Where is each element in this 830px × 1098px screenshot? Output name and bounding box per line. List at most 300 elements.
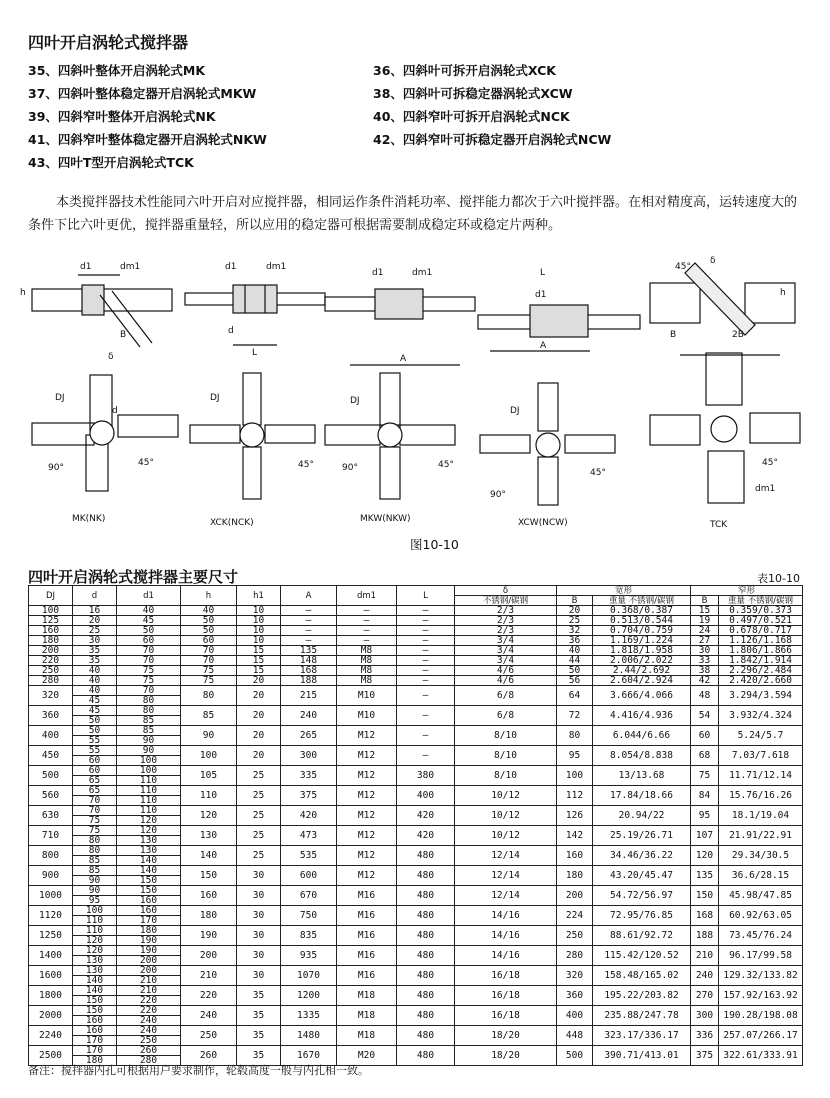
xcw-plan-view — [480, 383, 615, 505]
table-subcell: 250 — [117, 1035, 180, 1045]
table-cell — [117, 886, 181, 906]
table-cell — [73, 906, 117, 926]
table-cell: M18 — [337, 1006, 397, 1026]
table-cell: – — [397, 746, 455, 766]
table-row — [29, 1006, 803, 1026]
table-cell: 224 — [557, 906, 593, 926]
intro-paragraph: 本类搅拌器技术性能同六叶开启对应搅拌器，相同运作条件消耗功率、搅拌能力都次于六叶搅拌器。在相对精度高，运转速度大的条件下比六叶更优，搅拌器重量轻，所以应用的稳定器可根据需要制成稳定环或稳定片两种。 — [28, 195, 798, 233]
table-cell: 168 — [691, 906, 719, 926]
table-cell: 10 — [237, 636, 281, 646]
table-cell: 80 — [181, 686, 237, 706]
table-cell: 20 — [237, 686, 281, 706]
table-cell — [117, 806, 181, 826]
table-cell: 480 — [397, 886, 455, 906]
table-cell: 11.71/12.14 — [719, 766, 803, 786]
table-cell: 95 — [557, 746, 593, 766]
table-cell: 188 — [691, 926, 719, 946]
table-cell: M12 — [337, 786, 397, 806]
table-cell — [117, 686, 181, 706]
table-cell: 129.32/133.82 — [719, 966, 803, 986]
table-cell — [117, 786, 181, 806]
label-d1-4: d1 — [535, 290, 547, 300]
table-subcell: 160 — [85, 1025, 104, 1036]
table-cell: 126 — [557, 806, 593, 826]
table-cell: 1000 — [29, 886, 73, 906]
table-row — [29, 966, 803, 986]
table-cell: 75 — [181, 676, 237, 686]
label-delta-5: δ — [710, 256, 716, 266]
table-cell: 1670 — [281, 1046, 337, 1066]
table-cell: – — [397, 656, 455, 666]
label-90-1: 90° — [48, 463, 64, 473]
table-cell: 15 — [691, 606, 719, 616]
table-cell: M16 — [337, 926, 397, 946]
table-cell: 3.294/3.594 — [719, 686, 803, 706]
table-subcell: 150 — [73, 995, 116, 1005]
table-cell: 480 — [397, 966, 455, 986]
table-cell: 257.07/266.17 — [719, 1026, 803, 1046]
table-cell: M12 — [337, 826, 397, 846]
big-rows — [29, 686, 803, 1066]
table-cell: 180 — [29, 636, 73, 646]
table-cell: 30 — [237, 906, 281, 926]
table-cell: 38 — [691, 666, 719, 676]
table-cell: 19 — [691, 616, 719, 626]
tck-plan-view — [650, 353, 800, 503]
table-cell: M20 — [337, 1046, 397, 1066]
table-row — [29, 946, 803, 966]
table-cell: 200 — [557, 886, 593, 906]
table-cell: 60 — [691, 726, 719, 746]
table-cell: 473 — [281, 826, 337, 846]
table-cell: 95 — [691, 806, 719, 826]
table-cell: M18 — [337, 1026, 397, 1046]
table-cell: 180 — [181, 906, 237, 926]
label-d-2: d — [228, 326, 234, 336]
table-cell — [73, 706, 117, 726]
label-dm1-2: dm1 — [266, 262, 287, 272]
col-b-narrow: B — [691, 596, 719, 606]
table-cell: 200 — [29, 646, 73, 656]
table-subcell: 170 — [85, 1045, 104, 1056]
small-rows — [29, 606, 803, 686]
table-cell: 1250 — [29, 926, 73, 946]
table-cell — [73, 886, 117, 906]
table-cell: 120 — [691, 846, 719, 866]
table-cell: 2.006/2.022 — [593, 656, 691, 666]
table-cell: 112 — [557, 786, 593, 806]
model-row — [28, 150, 808, 173]
table-cell: – — [397, 616, 455, 626]
table-cell — [73, 986, 117, 1006]
table-cell: 72 — [557, 706, 593, 726]
table-cell: 148 — [281, 656, 337, 666]
fig-name-mkw: MKW(NKW) — [360, 514, 411, 524]
model-item: 37、四斜叶整体稳定器开启涡轮式MKW — [28, 85, 257, 101]
table-cell: 10 — [237, 606, 281, 616]
table-cell: 8/10 — [455, 746, 557, 766]
table-cell: M18 — [337, 986, 397, 1006]
label-dj-1: DJ — [55, 393, 65, 403]
table-subcell: 75 — [73, 815, 116, 825]
label-l-2: L — [252, 348, 258, 358]
table-subcell: 150 — [139, 885, 158, 896]
table-title: 四叶开启涡轮式搅拌器主要尺寸 — [28, 568, 239, 586]
table-cell: 5.24/5.7 — [719, 726, 803, 746]
table-cell: M10 — [337, 686, 397, 706]
table-cell: 30 — [237, 966, 281, 986]
table-cell: 70 — [117, 646, 181, 656]
table-cell: 240 — [281, 706, 337, 726]
table-cell: 448 — [557, 1026, 593, 1046]
table-cell: 15.76/16.26 — [719, 786, 803, 806]
table-cell — [73, 806, 117, 826]
table-row — [29, 806, 803, 826]
table-subcell: 90 — [73, 875, 116, 885]
table-cell — [117, 906, 181, 926]
table-subcell: 55 — [88, 745, 101, 756]
table-row — [29, 606, 803, 616]
table-cell: 30 — [237, 946, 281, 966]
figure-caption: 图10-10 — [410, 537, 459, 552]
table-cell: 35 — [73, 656, 117, 666]
table-cell — [73, 966, 117, 986]
table-subcell: 260 — [139, 1045, 158, 1056]
table-cell: 36 — [557, 636, 593, 646]
table-row — [29, 766, 803, 786]
model-row — [28, 58, 808, 81]
table-subcell: 85 — [117, 715, 180, 725]
col-weight-wide: 重量 不锈钢/碳钢 — [593, 596, 691, 606]
table-subcell: 100 — [139, 765, 158, 776]
table-cell: 0.704/0.759 — [593, 626, 691, 636]
table-subcell: 190 — [117, 935, 180, 945]
table-cell: – — [337, 616, 397, 626]
table-cell: M8 — [337, 666, 397, 676]
table-cell: 115.42/120.52 — [593, 946, 691, 966]
table-cell: 1.806/1.866 — [719, 646, 803, 656]
table-cell: 50 — [117, 626, 181, 636]
table-cell: 4/6 — [455, 676, 557, 686]
table-subcell: 240 — [139, 1025, 158, 1036]
table-cell — [73, 826, 117, 846]
table-cell: 15 — [237, 666, 281, 676]
table-cell: 30 — [237, 866, 281, 886]
table-cell: 29.34/30.5 — [719, 846, 803, 866]
table-cell — [73, 1006, 117, 1026]
table-cell: 30 — [691, 646, 719, 656]
table-row — [29, 1026, 803, 1046]
table-row — [29, 626, 803, 636]
table-subcell: 120 — [117, 815, 180, 825]
table-cell: 60.92/63.05 — [719, 906, 803, 926]
table-row — [29, 706, 803, 726]
table-cell: 8.054/8.838 — [593, 746, 691, 766]
table-subcell: 200 — [117, 955, 180, 965]
table-cell: 375 — [281, 786, 337, 806]
table-cell: 72.95/76.85 — [593, 906, 691, 926]
col-dm1: dm1 — [337, 586, 397, 606]
table-cell: 20 — [73, 616, 117, 626]
table-cell: 25 — [557, 616, 593, 626]
table-cell: 336 — [691, 1026, 719, 1046]
table-cell: 188 — [281, 676, 337, 686]
model-row — [28, 127, 808, 150]
table-cell — [117, 826, 181, 846]
table-subcell: 140 — [73, 975, 116, 985]
table-cell: 670 — [281, 886, 337, 906]
table-cell: 36.6/28.15 — [719, 866, 803, 886]
table-cell: 1.842/1.914 — [719, 656, 803, 666]
table-cell: 270 — [691, 986, 719, 1006]
label-45-2: 45° — [298, 460, 314, 470]
table-cell — [117, 946, 181, 966]
label-45-5b: 45° — [762, 458, 778, 468]
table-subcell: 130 — [85, 965, 104, 976]
table-cell: 75 — [117, 666, 181, 676]
table-cell: – — [397, 646, 455, 656]
table-cell: 50 — [557, 666, 593, 676]
table-cell: 6/8 — [455, 706, 557, 726]
table-cell: 158.48/165.02 — [593, 966, 691, 986]
col-narrow: 窄形 — [691, 586, 803, 596]
table-cell: 360 — [557, 986, 593, 1006]
table-cell: 1800 — [29, 986, 73, 1006]
table-subcell: 75 — [88, 825, 101, 836]
table-row — [29, 656, 803, 666]
table-subcell: 110 — [139, 805, 158, 816]
table-cell: 40 — [117, 606, 181, 616]
table-cell: 10 — [237, 626, 281, 636]
table-cell — [73, 946, 117, 966]
table-cell: M12 — [337, 806, 397, 826]
table-cell: 3/4 — [455, 656, 557, 666]
table-cell: 43.20/45.47 — [593, 866, 691, 886]
label-l-4: L — [540, 268, 546, 278]
table-cell: 27 — [691, 636, 719, 646]
table-cell: 8/10 — [455, 766, 557, 786]
table-cell — [73, 786, 117, 806]
table-cell: 535 — [281, 846, 337, 866]
table-cell: 420 — [397, 806, 455, 826]
table-cell: 60 — [181, 636, 237, 646]
table-subcell: 65 — [88, 785, 101, 796]
table-cell — [117, 1006, 181, 1026]
table-cell: 16 — [73, 606, 117, 616]
table-cell: 45 — [117, 616, 181, 626]
table-cell: 480 — [397, 906, 455, 926]
table-cell: 400 — [29, 726, 73, 746]
table-subcell: 210 — [139, 985, 158, 996]
table-cell: 157.92/163.92 — [719, 986, 803, 1006]
model-item: 41、四斜窄叶整体稳定器开启涡轮式NKW — [28, 131, 267, 147]
table-cell: 45.98/47.85 — [719, 886, 803, 906]
table-cell: 1480 — [281, 1026, 337, 1046]
table-cell: 7.03/7.618 — [719, 746, 803, 766]
xcw-side-view — [478, 305, 640, 351]
table-cell: 480 — [397, 1026, 455, 1046]
table-row — [29, 646, 803, 656]
label-d1-3: d1 — [372, 268, 384, 278]
table-subcell: 240 — [117, 1015, 180, 1025]
table-cell: 1600 — [29, 966, 73, 986]
table-cell: M12 — [337, 866, 397, 886]
table-cell: 900 — [29, 866, 73, 886]
table-cell: M8 — [337, 656, 397, 666]
table-cell: 16/18 — [455, 986, 557, 1006]
table-row — [29, 906, 803, 926]
model-item: 35、四斜叶整体开启涡轮式MK — [28, 62, 206, 78]
table-cell: 160 — [29, 626, 73, 636]
table-subcell: 70 — [73, 795, 116, 805]
table-cell: 2.420/2.660 — [719, 676, 803, 686]
table-cell: 0.497/0.521 — [719, 616, 803, 626]
table-cell: 25.19/26.71 — [593, 826, 691, 846]
page-title: 四叶开启涡轮式搅拌器 — [28, 33, 189, 52]
col-weight-narrow: 重量 不锈钢/碳钢 — [719, 596, 803, 606]
label-b-5: B — [670, 330, 677, 340]
model-item: 38、四斜叶可拆稳定器涡轮式XCW — [373, 85, 573, 101]
table-subcell: 55 — [73, 735, 116, 745]
table-cell: 35 — [237, 1046, 281, 1066]
table-cell: 56 — [557, 676, 593, 686]
table-cell: 48 — [691, 686, 719, 706]
table-cell: 75 — [117, 676, 181, 686]
table-cell: 40 — [181, 606, 237, 616]
table-cell: 480 — [397, 846, 455, 866]
table-cell: 180 — [557, 866, 593, 886]
col-a: A — [281, 586, 337, 606]
table-cell: 140 — [181, 846, 237, 866]
table-cell: 25 — [237, 826, 281, 846]
table-cell: 800 — [29, 846, 73, 866]
table-cell: 30 — [237, 926, 281, 946]
label-90-4: 90° — [490, 490, 506, 500]
table-cell: 400 — [397, 786, 455, 806]
col-h1: h1 — [237, 586, 281, 606]
table-cell: 220 — [181, 986, 237, 1006]
table-cell: 25 — [237, 806, 281, 826]
table-cell: 1120 — [29, 906, 73, 926]
fig-name-tck: TCK — [710, 520, 728, 530]
table-cell: 13/13.68 — [593, 766, 691, 786]
table-cell: 14/16 — [455, 906, 557, 926]
table-cell: 100 — [29, 606, 73, 616]
table-cell: 190 — [181, 926, 237, 946]
table-cell: – — [397, 686, 455, 706]
table-cell — [117, 986, 181, 1006]
table-subcell: 110 — [139, 785, 158, 796]
table-cell — [117, 1026, 181, 1046]
table-number: 表10-10 — [757, 572, 800, 585]
table-cell: 2/3 — [455, 626, 557, 636]
mkw-plan-view — [325, 373, 455, 499]
table-cell: 280 — [29, 676, 73, 686]
table-cell: 1.169/1.224 — [593, 636, 691, 646]
label-90-3: 90° — [342, 463, 358, 473]
table-cell: 35 — [237, 1006, 281, 1026]
table-cell: 0.368/0.387 — [593, 606, 691, 616]
tck-side-view — [650, 263, 795, 355]
table-cell: 25 — [237, 846, 281, 866]
label-h-5: h — [780, 288, 786, 298]
table-cell: 84 — [691, 786, 719, 806]
table-cell: – — [397, 626, 455, 636]
model-row — [28, 104, 808, 127]
table-cell: 100 — [181, 746, 237, 766]
table-cell: 250 — [29, 666, 73, 676]
label-dj-2: DJ — [210, 393, 220, 403]
table-cell: 25 — [237, 766, 281, 786]
table-cell: 90 — [181, 726, 237, 746]
table-cell: 15 — [237, 646, 281, 656]
xck-plan-view — [190, 373, 315, 499]
model-list — [28, 58, 808, 173]
label-dm1-3: dm1 — [412, 268, 433, 278]
table-cell: 3.666/4.066 — [593, 686, 691, 706]
table-cell: 2.296/2.484 — [719, 666, 803, 676]
label-dm1: dm1 — [120, 262, 141, 272]
table-cell: 835 — [281, 926, 337, 946]
table-subcell: 90 — [142, 745, 155, 756]
table-cell: 1.126/1.168 — [719, 636, 803, 646]
table-cell: 12/14 — [455, 866, 557, 886]
table-cell: 17.84/18.66 — [593, 786, 691, 806]
table-cell: 2/3 — [455, 616, 557, 626]
table-cell: 142 — [557, 826, 593, 846]
table-cell: 14/16 — [455, 926, 557, 946]
table-cell — [117, 926, 181, 946]
table-subcell: 150 — [117, 875, 180, 885]
table-cell: M8 — [337, 646, 397, 656]
table-cell: 130 — [181, 826, 237, 846]
table-cell: – — [281, 626, 337, 636]
table-cell: 420 — [397, 826, 455, 846]
table-cell: 235.88/247.78 — [593, 1006, 691, 1026]
table-cell: 44 — [557, 656, 593, 666]
table-cell: M12 — [337, 766, 397, 786]
table-cell: 2.44/2.692 — [593, 666, 691, 676]
table-cell: 4.416/4.936 — [593, 706, 691, 726]
table-subcell: 160 — [139, 905, 158, 916]
table-cell: 190.28/198.08 — [719, 1006, 803, 1026]
table-subcell: 85 — [73, 855, 116, 865]
table-cell: – — [337, 636, 397, 646]
table-cell: 710 — [29, 826, 73, 846]
table-subcell: 280 — [117, 1055, 180, 1065]
table-cell — [73, 926, 117, 946]
table-cell: 88.61/92.72 — [593, 926, 691, 946]
table-cell: 400 — [557, 1006, 593, 1026]
table-subcell: 85 — [142, 725, 155, 736]
table-subcell: 210 — [117, 975, 180, 985]
dimension-table — [28, 585, 803, 1066]
col-d1: d1 — [117, 586, 181, 606]
table-row — [29, 686, 803, 706]
table-row — [29, 636, 803, 646]
table-cell — [117, 766, 181, 786]
table-subcell: 150 — [85, 1005, 104, 1016]
table-cell: 3.932/4.324 — [719, 706, 803, 726]
table-subcell: 45 — [73, 695, 116, 705]
table-cell: 210 — [691, 946, 719, 966]
table-cell: 80 — [557, 726, 593, 746]
table-cell: – — [397, 636, 455, 646]
label-a-4: A — [540, 341, 547, 351]
table-cell: 210 — [181, 966, 237, 986]
label-a-3: A — [400, 354, 407, 364]
table-cell: 220 — [29, 656, 73, 666]
